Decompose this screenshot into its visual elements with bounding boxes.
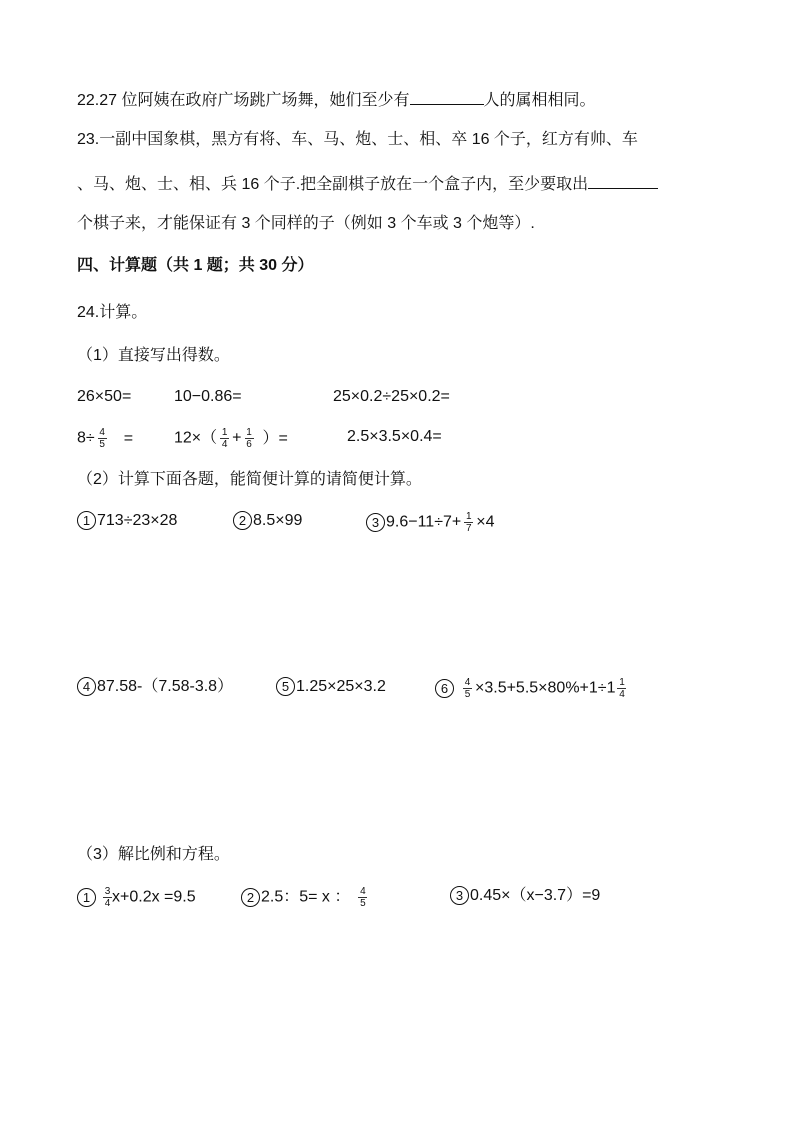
part-1-heading: （1）直接写出得数。 xyxy=(77,347,230,364)
section-title: 四、计算题（共 1 题；共 30 分） xyxy=(77,257,314,274)
calc-item: 1 713÷23×28 xyxy=(77,511,177,531)
part-2-heading: （2）计算下面各题，能简便计算的请简便计算。 xyxy=(77,471,422,488)
fraction: $\frac{1}{6}$ xyxy=(246,427,252,450)
question-24-title: 24.计算。 xyxy=(77,304,148,321)
circled-number: 1 xyxy=(77,511,96,530)
circled-number: 2 xyxy=(241,888,260,907)
circled-number: 2 xyxy=(233,511,252,530)
fraction: $\frac{4}{5}$ xyxy=(99,427,105,450)
question-22 xyxy=(77,88,596,111)
circled-number: 5 xyxy=(276,677,295,696)
answer-blank[interactable] xyxy=(410,88,484,105)
circled-number: 1 xyxy=(77,888,96,907)
calc-item: 2.5×3.5×0.4= xyxy=(347,428,442,445)
fraction: $\frac{1}{4}$ xyxy=(221,427,228,450)
question-23-line-3: 个棋子来，才能保证有 3 个同样的子（例如 3 个车或 3 个炮等）. xyxy=(77,215,535,232)
fraction: $\frac{4}{5}$ xyxy=(360,886,366,909)
question-23-line-2 xyxy=(77,172,658,195)
calc-item: 10−0.86= xyxy=(174,388,242,405)
fraction: $\frac{3}{4}$ xyxy=(104,886,111,909)
fraction: $\frac{4}{5}$ xyxy=(464,677,471,700)
answer-blank[interactable] xyxy=(588,172,658,189)
fraction: $\frac{1}{7}$ xyxy=(465,511,472,534)
q22-text-after: 人的属相相同。 xyxy=(483,92,596,109)
circled-number: 4 xyxy=(77,677,96,696)
q23-text: 、马、炮、士、相、兵 16 个子.把全副棋子放在一个盒子内，至少要取出 xyxy=(77,176,589,193)
calc-item: 4 87.58-（7.58-3.8） xyxy=(77,677,233,697)
calc-item: 26×50= xyxy=(77,388,132,405)
calc-item: 6 $\frac{4}{5}$ ×3.5+5.5×80%+1÷1 $\frac{1}{4}$ xyxy=(435,677,629,700)
calc-item: 2 8.5×99 xyxy=(233,511,302,531)
calc-item: 12×（ $\frac{1}{4}$ + $\frac{1}{6}$ ）= xyxy=(174,427,288,450)
calc-item: 5 1.25×25×3.2 xyxy=(276,677,386,697)
circled-number: 6 xyxy=(435,679,454,698)
calc-item: 25×0.2÷25×0.2= xyxy=(333,388,450,405)
part-3-heading: （3）解比例和方程。 xyxy=(77,846,230,863)
equation-item: 3 0.45×（x−3.7）=9 xyxy=(450,886,600,906)
calc-item: 3 9.6−11÷7+ $\frac{1}{7}$ ×4 xyxy=(366,511,494,534)
equation-item: 2 2.5：5= x ： $\frac{4}{5}$ xyxy=(241,886,370,909)
question-23-line-1: 23.一副中国象棋，黑方有将、车、马、炮、士、相、卒 16 个子，红方有帅、车 xyxy=(77,131,638,148)
fraction: $\frac{1}{4}$ xyxy=(619,677,625,700)
calc-item: 8÷ $\frac{4}{5}$ = xyxy=(77,427,134,450)
circled-number: 3 xyxy=(366,513,385,532)
q22-text-before: 22.27 位阿姨在政府广场跳广场舞，她们至少有 xyxy=(77,92,410,109)
circled-number: 3 xyxy=(450,886,469,905)
equation-item: 1 $\frac{3}{4}$ x+0.2x =9.5 xyxy=(77,886,196,909)
